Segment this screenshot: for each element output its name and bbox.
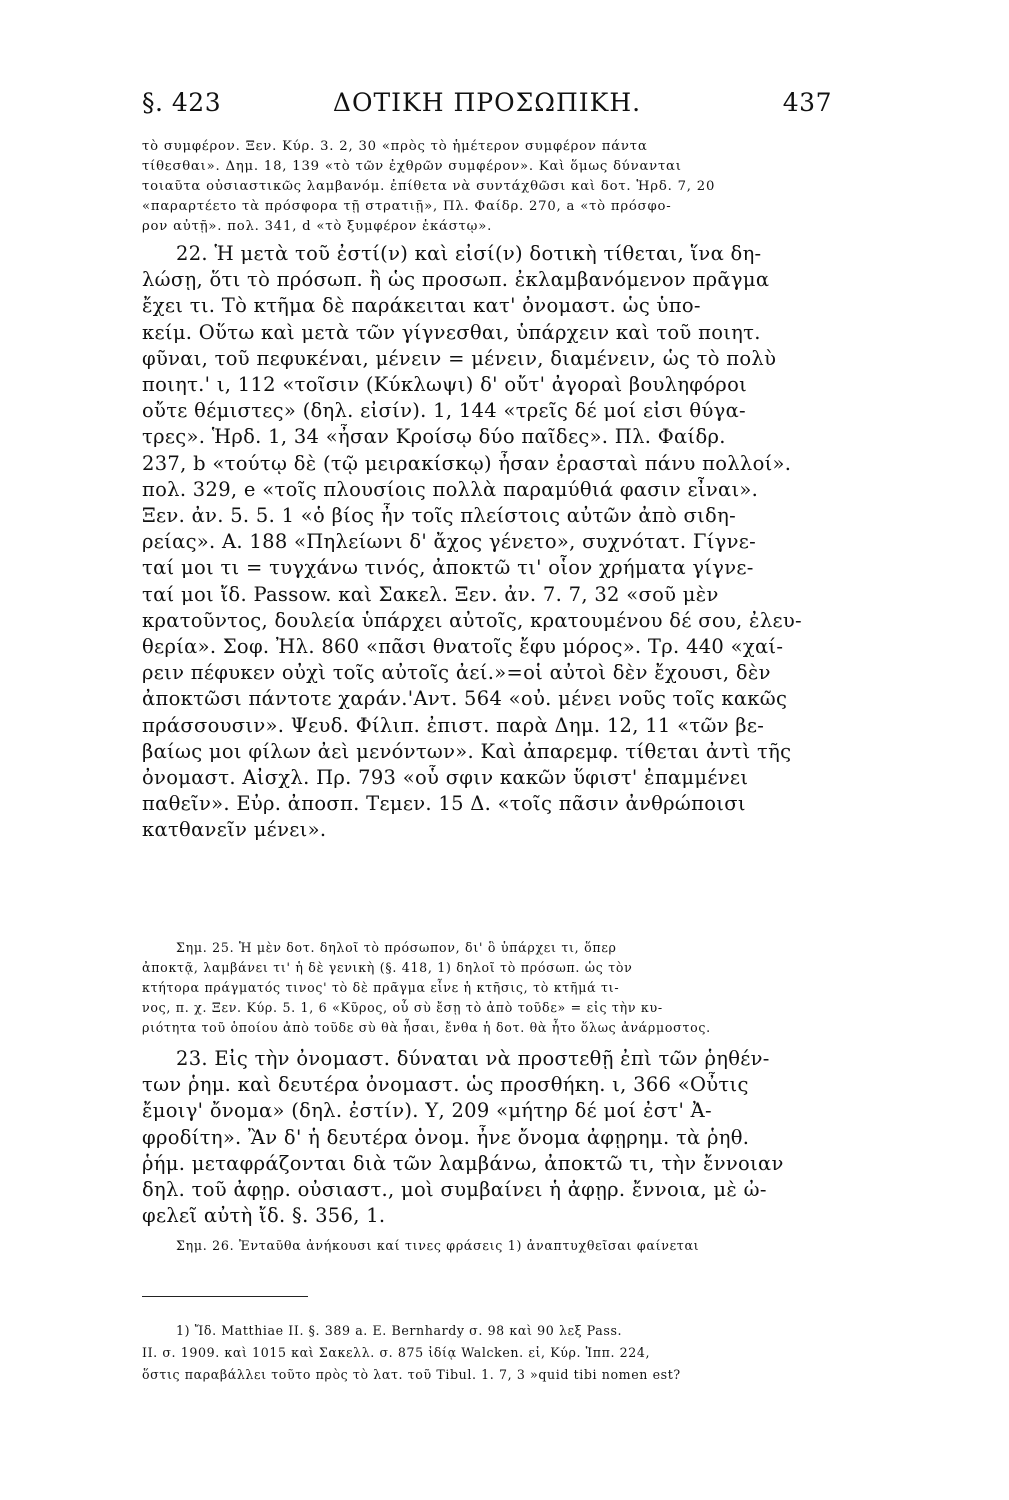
footnote-divider bbox=[142, 1296, 308, 1297]
text-line: 23. Εἰς τὴν ὀνομαστ. δύναται νὰ προστεθῇ ἐπὶ τῶν ῥηθέν- bbox=[176, 1047, 770, 1070]
text-line: II. σ. 1909. καὶ 1015 καὶ Σακελλ. σ. 875 ἰδίᾳ Walcken. εἰ, Κύρ. Ἱππ. 224, bbox=[142, 1345, 651, 1360]
text-line: πράσσουσιν». Ψευδ. Φίλιπ. ἐπιστ. παρὰ Δημ. 12, 11 «τῶν βε- bbox=[142, 713, 765, 737]
text-line: τίθεσθαι». Δημ. 18, 139 «τὸ τῶν ἐχθρῶν συμφέρον». Καὶ ὅμως δύνανται bbox=[142, 159, 682, 174]
text-line: 237, b «τούτῳ δὲ (τῷ μειρακίσκῳ) ἦσαν ἐρασταὶ πάνυ πολλοί». bbox=[142, 451, 792, 475]
text-line: ρειν πέφυκεν οὐχὶ τοῖς αὐτοῖς ἀεί.»=οἱ αὐτοὶ δὲν ἔχουσι, δὲν bbox=[142, 661, 771, 685]
text-line: 22. Ἡ μετὰ τοῦ ἐστί(ν) καὶ εἰσί(ν) δοτικὴ τίθεται, ἵνα δη- bbox=[176, 242, 762, 265]
top-paragraph bbox=[142, 137, 832, 237]
text-line: κρατοῦντος, δουλεία ὑπάρχει αὐτοῖς, κρατουμένου δέ σου, ἐλευ- bbox=[142, 608, 802, 632]
text-line: ποιητ.' ι, 112 «τοῖσιν (Κύκλωψι) δ' οὔτ' ἀγοραὶ βουληφόροι bbox=[142, 373, 748, 397]
text-line: 1) Ἴδ. Matthiae II. §. 389 a. E. Bernhardy σ. 98 καὶ 90 λεξ Pass. bbox=[176, 1323, 623, 1338]
text-line: κείμ. Οὕτω καὶ μετὰ τῶν γίγνεσθαι, ὑπάρχειν καὶ τοῦ ποιητ. bbox=[142, 320, 761, 344]
text-line: τὸ συμφέρον. Ξεν. Κύρ. 3. 2, 30 «πρὸς τὸ ἡμέτερον συμφέρον πάντα bbox=[142, 139, 648, 154]
text-line: ταί μοι τι = τυγχάνω τινός, ἀποκτῶ τι' οἷον χρήματα γίγνε- bbox=[142, 556, 754, 580]
text-line: δηλ. τοῦ ἀφῃρ. οὐσιαστ., μοὶ συμβαίνει ἡ ἀφῃρ. ἔννοια, μὲ ὠ- bbox=[142, 1178, 767, 1202]
text-line: ἔχει τι. Τὸ κτῆμα δὲ παράκειται κατ' ὀνομαστ. ὡς ὑπο- bbox=[142, 294, 701, 318]
text-line: Σημ. 25. Ἡ μὲν δοτ. δηλοῖ τὸ πρόσωπον, δι' ὃ ὑπάρχει τι, ὅπερ bbox=[176, 940, 617, 955]
text-line: παθεῖν». Εὐρ. ἀποσπ. Τεμεν. 15 Δ. «τοῖς πᾶσιν ἀνθρώποισι bbox=[142, 792, 746, 816]
text-line: κατθανεῖν μένει». bbox=[142, 818, 327, 842]
text-line: πολ. 329, e «τοῖς πλουσίοις πολλὰ παραμύθιά φασιν εἶναι». bbox=[142, 477, 759, 501]
text-line: ἀποκτῶσι πάντοτε χαράν.'Αντ. 564 «οὐ. μένει νοῦς τοῖς κακῶς bbox=[142, 687, 788, 711]
text-line: «παραρτέετο τὰ πρόσφορα τῇ στρατιῇ», Πλ. Φαίδρ. 270, a «τὸ πρόσφο- bbox=[142, 199, 672, 214]
text-line: φελεῖ αὐτὴ ἴδ. §. 356, 1. bbox=[142, 1204, 386, 1228]
text-line: οὔτε θέμιστες» (δηλ. εἰσίν). 1, 144 «τρεῖς δέ μοί εἰσι θύγα- bbox=[142, 399, 746, 423]
text-line: των ῥημ. καὶ δευτέρα ὀνομαστ. ὡς προσθήκη. ι, 366 «Οὖτις bbox=[142, 1073, 749, 1097]
note-25 bbox=[142, 938, 832, 1038]
text-line: λώσῃ, ὅτι τὸ πρόσωπ. ἢ ὡς προσωπ. ἐκλαμβανόμενον πρᾶγμα bbox=[142, 268, 770, 292]
text-line: Ξεν. ἀν. 5. 5. 1 «ὁ βίος ἦν τοῖς πλείστοις αὐτῶν ἀπὸ σιδη- bbox=[142, 504, 736, 528]
text-line: ὀνομαστ. Αἰσχλ. Πρ. 793 «οὗ σφιν κακῶν ὕφιστ' ἐπαμμένει bbox=[142, 766, 749, 790]
text-line: φῦναι, τοῦ πεφυκέναι, μένειν = μένειν, διαμένειν, ὡς τὸ πολὺ bbox=[142, 346, 777, 370]
text-line: ὅστις παραβάλλει τοῦτο πρὸς τὸ λατ. τοῦ Tibul. 1. 7, 3 »quid tibi nomen est? bbox=[142, 1367, 681, 1382]
text-line: ρείας». Α. 188 «Πηλείωνι δ' ἄχος γένετο», συχνότατ. Γίγνε- bbox=[142, 530, 757, 554]
text-line: βαίως μοι φίλων ἀεὶ μενόντων». Καὶ ἀπαρεμφ. τίθεται ἀντὶ τῆς bbox=[142, 739, 792, 763]
text-line: κτήτορα πράγματός τινος' τὸ δὲ πρᾶγμα εἶνε ἡ κτῆσις, τὸ κτῆμά τι- bbox=[142, 980, 620, 995]
text-line: νος, π. χ. Ξεν. Κύρ. 5. 1, 6 «Κῦρος, οὗ σὺ ἔσῃ τὸ ἀπὸ τοῦδε» = εἰς τὴν κυ- bbox=[142, 1000, 663, 1015]
text-line: ρον αὐτῇ». πολ. 341, d «τὸ ξυμφέρον ἑκάστῳ». bbox=[142, 219, 493, 234]
text-line: ταί μοι ἴδ. Passow. καὶ Σακελ. Ξεν. ἀν. 7. 7, 32 «σοῦ μὲν bbox=[142, 582, 719, 606]
text-line: τοιαῦτα οὐσιαστικῶς λαμβανόμ. ἐπίθετα νὰ συντάχθῶσι καὶ δοτ. Ἡρδ. 7, 20 bbox=[142, 179, 716, 194]
text-line: ἔμοιγ' ὄνομα» (δηλ. ἐστίν). Υ, 209 «μήτηρ δέ μοί ἐστ' Ἀ- bbox=[142, 1099, 712, 1123]
paragraph-22 bbox=[142, 241, 832, 844]
text-line: ῥήμ. μεταφράζονται διὰ τῶν λαμβάνω, ἀποκτῶ τι, τὴν ἔννοιαν bbox=[142, 1151, 784, 1175]
running-header bbox=[142, 88, 832, 128]
text-line: ἀποκτᾷ, λαμβάνει τι' ἡ δὲ γενικὴ (§. 418, 1) δηλοῖ τὸ πρόσωπ. ὡς τὸν bbox=[142, 960, 633, 975]
page-number: 437 bbox=[782, 88, 832, 117]
page-title: ΔΟΤΙΚΗ ΠΡΟΣΩΠΙΚΗ. bbox=[332, 88, 642, 117]
text-line: θερία». Σοφ. Ἠλ. 860 «πᾶσι θνατοῖς ἔφυ μόρος». Τρ. 440 «χαί- bbox=[142, 635, 784, 659]
text-line: ριότητα τοῦ ὁποίου ἀπὸ τοῦδε σὺ θὰ ἦσαι, ἔνθα ἡ δοτ. θὰ ἦτο ὅλως ἀνάρμοστος. bbox=[142, 1020, 711, 1035]
paragraph-23 bbox=[142, 1046, 832, 1229]
footnote bbox=[142, 1320, 832, 1386]
text-line: τρες». Ἡρδ. 1, 34 «ἦσαν Κροίσῳ δύο παῖδες». Πλ. Φαίδρ. bbox=[142, 425, 726, 449]
text-line: Σημ. 26. Ἐνταῦθα ἀνήκουσι καί τινες φράσεις 1) ἀναπτυχθεῖσαι φαίνεται bbox=[176, 1238, 700, 1253]
text-line: φροδίτη». Ἂν δ' ἡ δευτέρα ὀνομ. ἦνε ὄνομα ἀφῃρημ. τὰ ῥηθ. bbox=[142, 1125, 750, 1149]
section-number: §. 423 bbox=[142, 88, 222, 117]
note-26 bbox=[142, 1236, 832, 1256]
